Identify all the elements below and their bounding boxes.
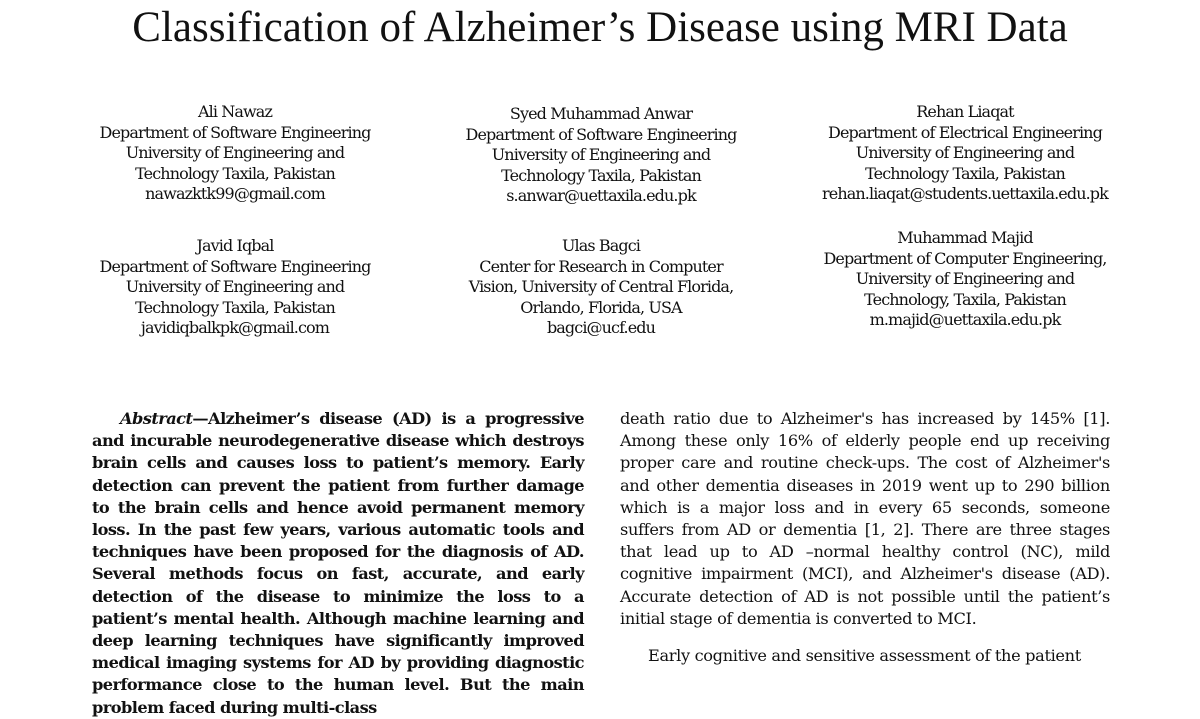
author-department: Center for Research in Computer xyxy=(479,256,723,276)
body-column xyxy=(620,408,1110,667)
author-affiliation: Technology Taxila, Pakistan xyxy=(501,165,701,185)
author-affiliation: University of Engineering and xyxy=(855,269,1075,289)
author-affiliation: Technology Taxila, Pakistan xyxy=(135,297,335,317)
author-department: Department of Computer Engineering, xyxy=(823,248,1107,268)
author-email: javidiqbalkpk@gmail.com xyxy=(140,318,330,338)
author-affiliation: Vision, University of Central Florida, xyxy=(468,277,734,297)
author-affiliation: Orlando, Florida, USA xyxy=(520,297,682,317)
author-email: bagci@ucf.edu xyxy=(546,318,656,338)
author-card xyxy=(436,236,766,339)
abstract-label: Abstract xyxy=(120,409,193,428)
author-department: Department of Software Engineering xyxy=(99,256,371,276)
abstract-text: —Alzheimer’s disease (AD) is a progressive and incurable neurodegenerative disease which destroys brain cells and causes loss to patient’s memory. Early detection can prevent the patient from further damage to the brain cells and hence avoid permanent memory loss. In the past few years, various automatic tools and techniques have been proposed for the diagnosis of AD. Several methods focus on fast, accurate, and early detection of the disease to minimize the loss to a patient’s mental health. Although machine learning and deep learning techniques have significantly improved medical imaging systems for AD by providing diagnostic performance close to the human level. But the main problem faced during multi-class xyxy=(92,409,584,717)
author-card xyxy=(70,102,400,205)
abstract-column xyxy=(92,408,584,719)
body-paragraph: death ratio due to Alzheimer's has increased by 145% [1]. Among these only 16% of elderly people end up receiving proper care and routine check-ups. The cost of Alzheimer's and other dementia diseases in 2019 went up to 290 billion which is a major loss and in every 65 seconds, someone suffers from AD or dementia [1, 2]. There are three stages that lead up to AD –normal healthy control (NC), mild cognitive impairment (MCI), and Alzheimer's disease (AD). Accurate detection of AD is not possible until the patient’s initial stage of dementia is converted to MCI. xyxy=(620,409,1110,628)
author-email: m.majid@uettaxila.edu.pk xyxy=(869,310,1061,330)
author-affiliation: University of Engineering and xyxy=(855,143,1075,163)
author-email: s.anwar@uettaxila.edu.pk xyxy=(506,186,696,206)
body-paragraph-next: Early cognitive and sensitive assessment of the patient xyxy=(648,646,1081,666)
author-affiliation: Technology Taxila, Pakistan xyxy=(135,163,335,183)
author-affiliation: University of Engineering and xyxy=(125,277,345,297)
author-department: Department of Software Engineering xyxy=(465,124,737,144)
author-name: Ali Nawaz xyxy=(198,102,272,121)
paper-title: Classification of Alzheimer’s Disease using MRI Data xyxy=(132,4,1068,51)
author-card xyxy=(436,104,766,207)
author-affiliation: Technology, Taxila, Pakistan xyxy=(864,289,1066,309)
author-name: Syed Muhammad Anwar xyxy=(509,104,693,123)
author-affiliation: University of Engineering and xyxy=(491,145,711,165)
author-affiliation: Technology Taxila, Pakistan xyxy=(865,163,1065,183)
author-card xyxy=(800,228,1130,331)
abstract-paragraph xyxy=(92,408,584,719)
author-email: rehan.liaqat@students.uettaxila.edu.pk xyxy=(822,184,1108,204)
author-name: Muhammad Majid xyxy=(897,228,1033,247)
author-department: Department of Electrical Engineering xyxy=(828,122,1102,142)
author-name: Rehan Liaqat xyxy=(916,102,1014,121)
author-department: Department of Software Engineering xyxy=(99,122,371,142)
author-card xyxy=(800,102,1130,205)
author-card xyxy=(70,236,400,339)
author-email: nawazktk99@gmail.com xyxy=(145,184,325,204)
author-name: Javid Iqbal xyxy=(196,236,274,255)
author-affiliation: University of Engineering and xyxy=(125,143,345,163)
author-name: Ulas Bagci xyxy=(561,236,641,255)
